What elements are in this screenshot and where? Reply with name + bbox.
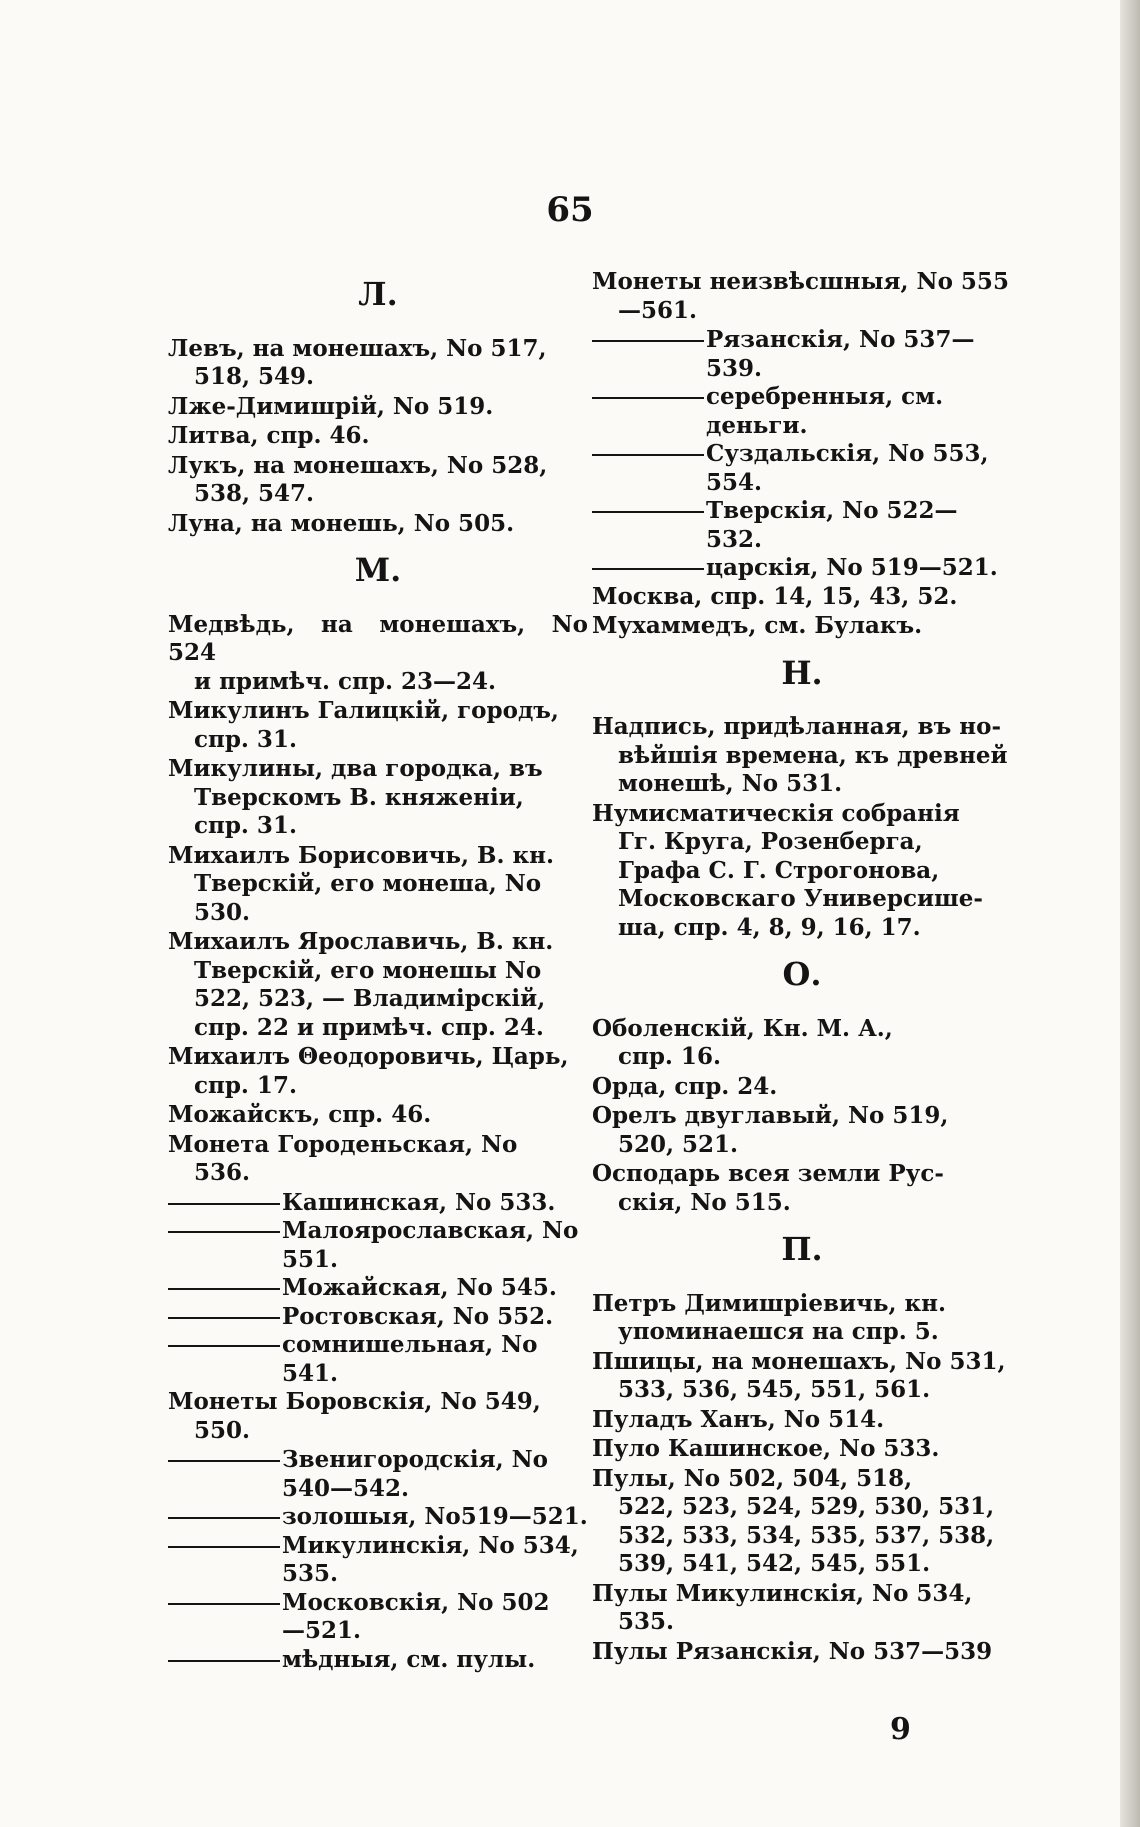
entry-headline: Литва, спр. 46.	[168, 422, 370, 449]
subentry-continuation: 540—542.	[282, 1474, 410, 1502]
ditto-rule	[592, 554, 704, 570]
index-entry	[168, 755, 588, 841]
entry-continuation: спр. 16.	[618, 1043, 721, 1070]
entry-headline: Лже-Димишрій, No 519.	[168, 392, 494, 420]
entry-headline: Михаилъ Ярославичь, В. кн.	[168, 928, 554, 955]
index-subentry	[168, 1189, 588, 1218]
entry-continuation: 539, 541, 542, 545, 551.	[618, 1550, 931, 1577]
subentry-continuation: 551.	[282, 1245, 339, 1273]
index-subentry	[168, 1217, 588, 1274]
index-entry	[592, 1435, 1012, 1464]
index-subentry	[592, 497, 1012, 554]
entry-headline: Орелъ двуглавый, No 519,	[592, 1102, 949, 1129]
entry-continuation: 536.	[194, 1159, 251, 1186]
entry-continuation: Тверскій, его монешы No	[194, 956, 542, 984]
entry-headline: Мухаммедъ, см. Булакъ.	[592, 612, 923, 639]
subentry-text	[282, 1331, 588, 1388]
index-entry	[168, 1388, 588, 1445]
ditto-rule	[168, 1646, 280, 1662]
entry-continuation: 532, 533, 534, 535, 537, 538,	[618, 1521, 995, 1549]
entry-continuation: упоминаешся на спр. 5.	[618, 1318, 939, 1345]
entry-headline: Пулы Рязанскія, No 537—539	[592, 1637, 993, 1665]
entry-headline: Орда, спр. 24.	[592, 1072, 778, 1100]
catchword: 9	[890, 1712, 911, 1747]
index-subentry	[168, 1503, 588, 1532]
subentry-headline: Ростовская, No 552.	[282, 1302, 554, 1330]
entry-headline: Пулы, No 502, 504, 518,	[592, 1464, 913, 1492]
index-subentry	[168, 1589, 588, 1646]
index-entry	[592, 1465, 1012, 1579]
subentry-headline: Микулинскія, No 534,	[282, 1531, 579, 1559]
ditto-rule	[168, 1589, 280, 1605]
index-entry	[592, 1638, 1012, 1667]
entry-continuation: Тверскій, его монеша, No	[194, 870, 542, 897]
entry-headline: Петръ Димишріевичь, кн.	[592, 1289, 947, 1317]
entry-continuation: 550.	[194, 1416, 251, 1444]
subentry-text	[282, 1446, 588, 1503]
subentry-text	[282, 1589, 588, 1646]
index-entry	[592, 268, 1012, 325]
entry-headline: Надпись, придѣланная, въ но-	[592, 713, 1002, 740]
subentry-text	[282, 1532, 588, 1589]
entry-headline: Нумисматическія собранія	[592, 799, 960, 827]
index-entry	[592, 1406, 1012, 1435]
index-entry	[592, 1580, 1012, 1637]
subentry-headline: Кашинская, No 533.	[282, 1188, 556, 1216]
ditto-rule	[168, 1503, 280, 1519]
entry-headline: Пшицы, на монешахъ, No 531,	[592, 1347, 1006, 1375]
index-entry	[592, 1015, 1012, 1072]
entry-continuation: вѣйшія времена, къ древней	[618, 741, 1008, 769]
index-entry	[168, 393, 588, 422]
entry-continuation: 530.	[194, 898, 251, 926]
subentry-continuation: 539.	[706, 354, 763, 382]
entry-headline: Монета Городеньская, No	[168, 1130, 518, 1158]
subentry-headline: царскія, No 519—521.	[706, 554, 998, 581]
index-entry	[592, 713, 1012, 799]
index-subentry	[592, 554, 1012, 583]
entry-continuation: Гг. Круга, Розенберга,	[618, 828, 923, 855]
ditto-rule	[168, 1217, 280, 1233]
ditto-rule	[592, 383, 704, 399]
index-subentry	[168, 1532, 588, 1589]
ditto-rule	[592, 326, 704, 342]
subentry-headline: мѣдныя, см. пулы.	[282, 1645, 536, 1673]
entry-headline: Микулины, два городка, въ	[168, 755, 543, 782]
entry-continuation: спр. 31.	[194, 725, 297, 753]
left-column	[168, 268, 588, 1674]
index-subentry	[592, 383, 1012, 440]
index-entry	[168, 1101, 588, 1130]
index-entry	[168, 335, 588, 392]
section-letter: П.	[781, 1230, 823, 1268]
subentry-headline: Малоярославская, No	[282, 1217, 579, 1244]
subentry-headline: серебренныя, см.	[706, 383, 944, 410]
index-subentry	[168, 1331, 588, 1388]
index-subentry	[168, 1646, 588, 1675]
entry-continuation: скія, No 515.	[618, 1188, 791, 1216]
ditto-rule	[592, 440, 704, 456]
subentry-headline: Суздальскія, No 553,	[706, 440, 989, 467]
entry-headline: Монеты неизвѣсшныя, No 555	[592, 268, 1009, 295]
ditto-rule	[592, 497, 704, 513]
entry-continuation: спр. 17.	[194, 1071, 297, 1099]
page-edge-shadow	[1120, 0, 1140, 1827]
index-entry	[592, 1160, 1012, 1217]
subentry-continuation: 541.	[282, 1359, 339, 1387]
index-subentry	[168, 1274, 588, 1303]
ditto-rule	[168, 1189, 280, 1205]
subentry-text	[706, 383, 1012, 440]
section-letter: Н.	[781, 653, 823, 692]
index-subentry	[592, 440, 1012, 497]
entry-continuation: 518, 549.	[194, 363, 315, 390]
ditto-rule	[168, 1532, 280, 1548]
entry-continuation: 522, 523, 524, 529, 530, 531,	[618, 1493, 995, 1520]
subentry-headline: Можайская, No 545.	[282, 1274, 557, 1301]
index-entry	[592, 1073, 1012, 1102]
entry-continuation: Тверскомъ В. княженіи,	[194, 783, 524, 811]
subentry-continuation: 535.	[282, 1560, 339, 1587]
index-entry	[168, 1131, 588, 1188]
ditto-rule	[168, 1303, 280, 1319]
entry-headline: Оболенскій, Кн. М. А.,	[592, 1014, 893, 1042]
index-subentry	[592, 326, 1012, 383]
entry-headline: Левъ, на монешахъ, No 517,	[168, 334, 547, 362]
subentry-headline: сомнишельная, No	[282, 1331, 538, 1358]
entry-headline: Луна, на монешь, No 505.	[168, 509, 515, 537]
subentry-headline: Московскія, No 502	[282, 1588, 550, 1616]
entry-continuation: спр. 31.	[194, 812, 297, 839]
entry-continuation: спр. 22 и примѣч. спр. 24.	[194, 1013, 544, 1041]
entry-continuation: Графа С. Г. Строгонова,	[618, 856, 940, 884]
subentry-text	[282, 1503, 588, 1532]
entry-headline: Микулинъ Галицкій, городъ,	[168, 697, 559, 724]
entry-headline: Осподарь всея земли Рус-	[592, 1160, 944, 1187]
index-entry	[168, 928, 588, 1042]
index-entry	[592, 1102, 1012, 1159]
subentry-headline: Звенигородскія, No	[282, 1446, 549, 1473]
section-letter: О.	[782, 955, 822, 993]
entry-headline: Лукъ, на монешахъ, No 528,	[168, 451, 548, 479]
page-number: 65	[546, 190, 594, 230]
index-entry	[168, 510, 588, 539]
index-subentry	[168, 1446, 588, 1503]
subentry-headline: золошыя, No519—521.	[282, 1503, 588, 1530]
subentry-headline: Тверскія, No 522—532.	[706, 497, 958, 553]
subentry-headline: Рязанскія, No 537—	[706, 326, 975, 353]
subentry-text	[706, 497, 1012, 554]
index-entry	[592, 1348, 1012, 1405]
subentry-text	[706, 326, 1012, 383]
entry-headline: Можайскъ, спр. 46.	[168, 1101, 432, 1128]
index-entry	[168, 452, 588, 509]
index-entry	[592, 612, 1012, 641]
entry-headline: Михаилъ Θеодоровичь, Царь,	[168, 1043, 569, 1070]
entry-headline: Пуладъ Ханъ, No 514.	[592, 1405, 885, 1433]
subentry-text	[706, 554, 1012, 583]
ditto-rule	[168, 1446, 280, 1462]
entry-continuation: и примѣч. спр. 23—24.	[194, 667, 496, 695]
entry-headline: Михаилъ Борисовичь, В. кн.	[168, 841, 554, 869]
entry-headline: Пуло Кашинское, No 533.	[592, 1435, 940, 1462]
subentry-text	[282, 1646, 588, 1675]
subentry-text	[282, 1189, 588, 1218]
index-entry	[168, 697, 588, 754]
subentry-text	[282, 1217, 588, 1274]
index-entry	[592, 1290, 1012, 1347]
subentry-continuation: —521.	[282, 1617, 362, 1644]
entry-continuation: Московскаго Универсише-	[618, 885, 983, 912]
section-letter: М.	[354, 551, 402, 589]
index-entry	[168, 611, 588, 697]
subentry-continuation: деньги.	[706, 411, 808, 439]
ditto-rule	[168, 1274, 280, 1290]
entry-continuation: ша, спр. 4, 8, 9, 16, 17.	[618, 913, 921, 941]
index-entry	[168, 422, 588, 451]
entry-continuation: 520, 521.	[618, 1130, 739, 1158]
subentry-text	[282, 1303, 588, 1332]
entry-headline: Монеты Боровскія, No 549,	[168, 1388, 541, 1415]
entry-headline: Пулы Микулинскія, No 534,	[592, 1579, 973, 1607]
ditto-rule	[168, 1331, 280, 1347]
entry-headline: Медвѣдь, на монешахъ, No 524	[168, 610, 588, 666]
entry-continuation: —561.	[618, 296, 698, 324]
subentry-text	[282, 1274, 588, 1303]
subentry-continuation: 554.	[706, 468, 763, 496]
entry-continuation: 533, 536, 545, 551, 561.	[618, 1376, 931, 1403]
index-entry	[592, 800, 1012, 943]
index-entry	[592, 583, 1012, 612]
entry-continuation: 538, 547.	[194, 480, 315, 507]
entry-headline: Москва, спр. 14, 15, 43, 52.	[592, 582, 958, 610]
right-column	[592, 268, 1012, 1667]
entry-continuation: 535.	[618, 1608, 675, 1635]
section-letter: Л.	[358, 275, 398, 313]
entry-continuation: монешѣ, No 531.	[618, 770, 843, 797]
subentry-text	[706, 440, 1012, 497]
entry-continuation: 522, 523, — Владимірскій,	[194, 985, 546, 1012]
index-subentry	[168, 1303, 588, 1332]
index-entry	[168, 842, 588, 928]
index-entry	[168, 1043, 588, 1100]
